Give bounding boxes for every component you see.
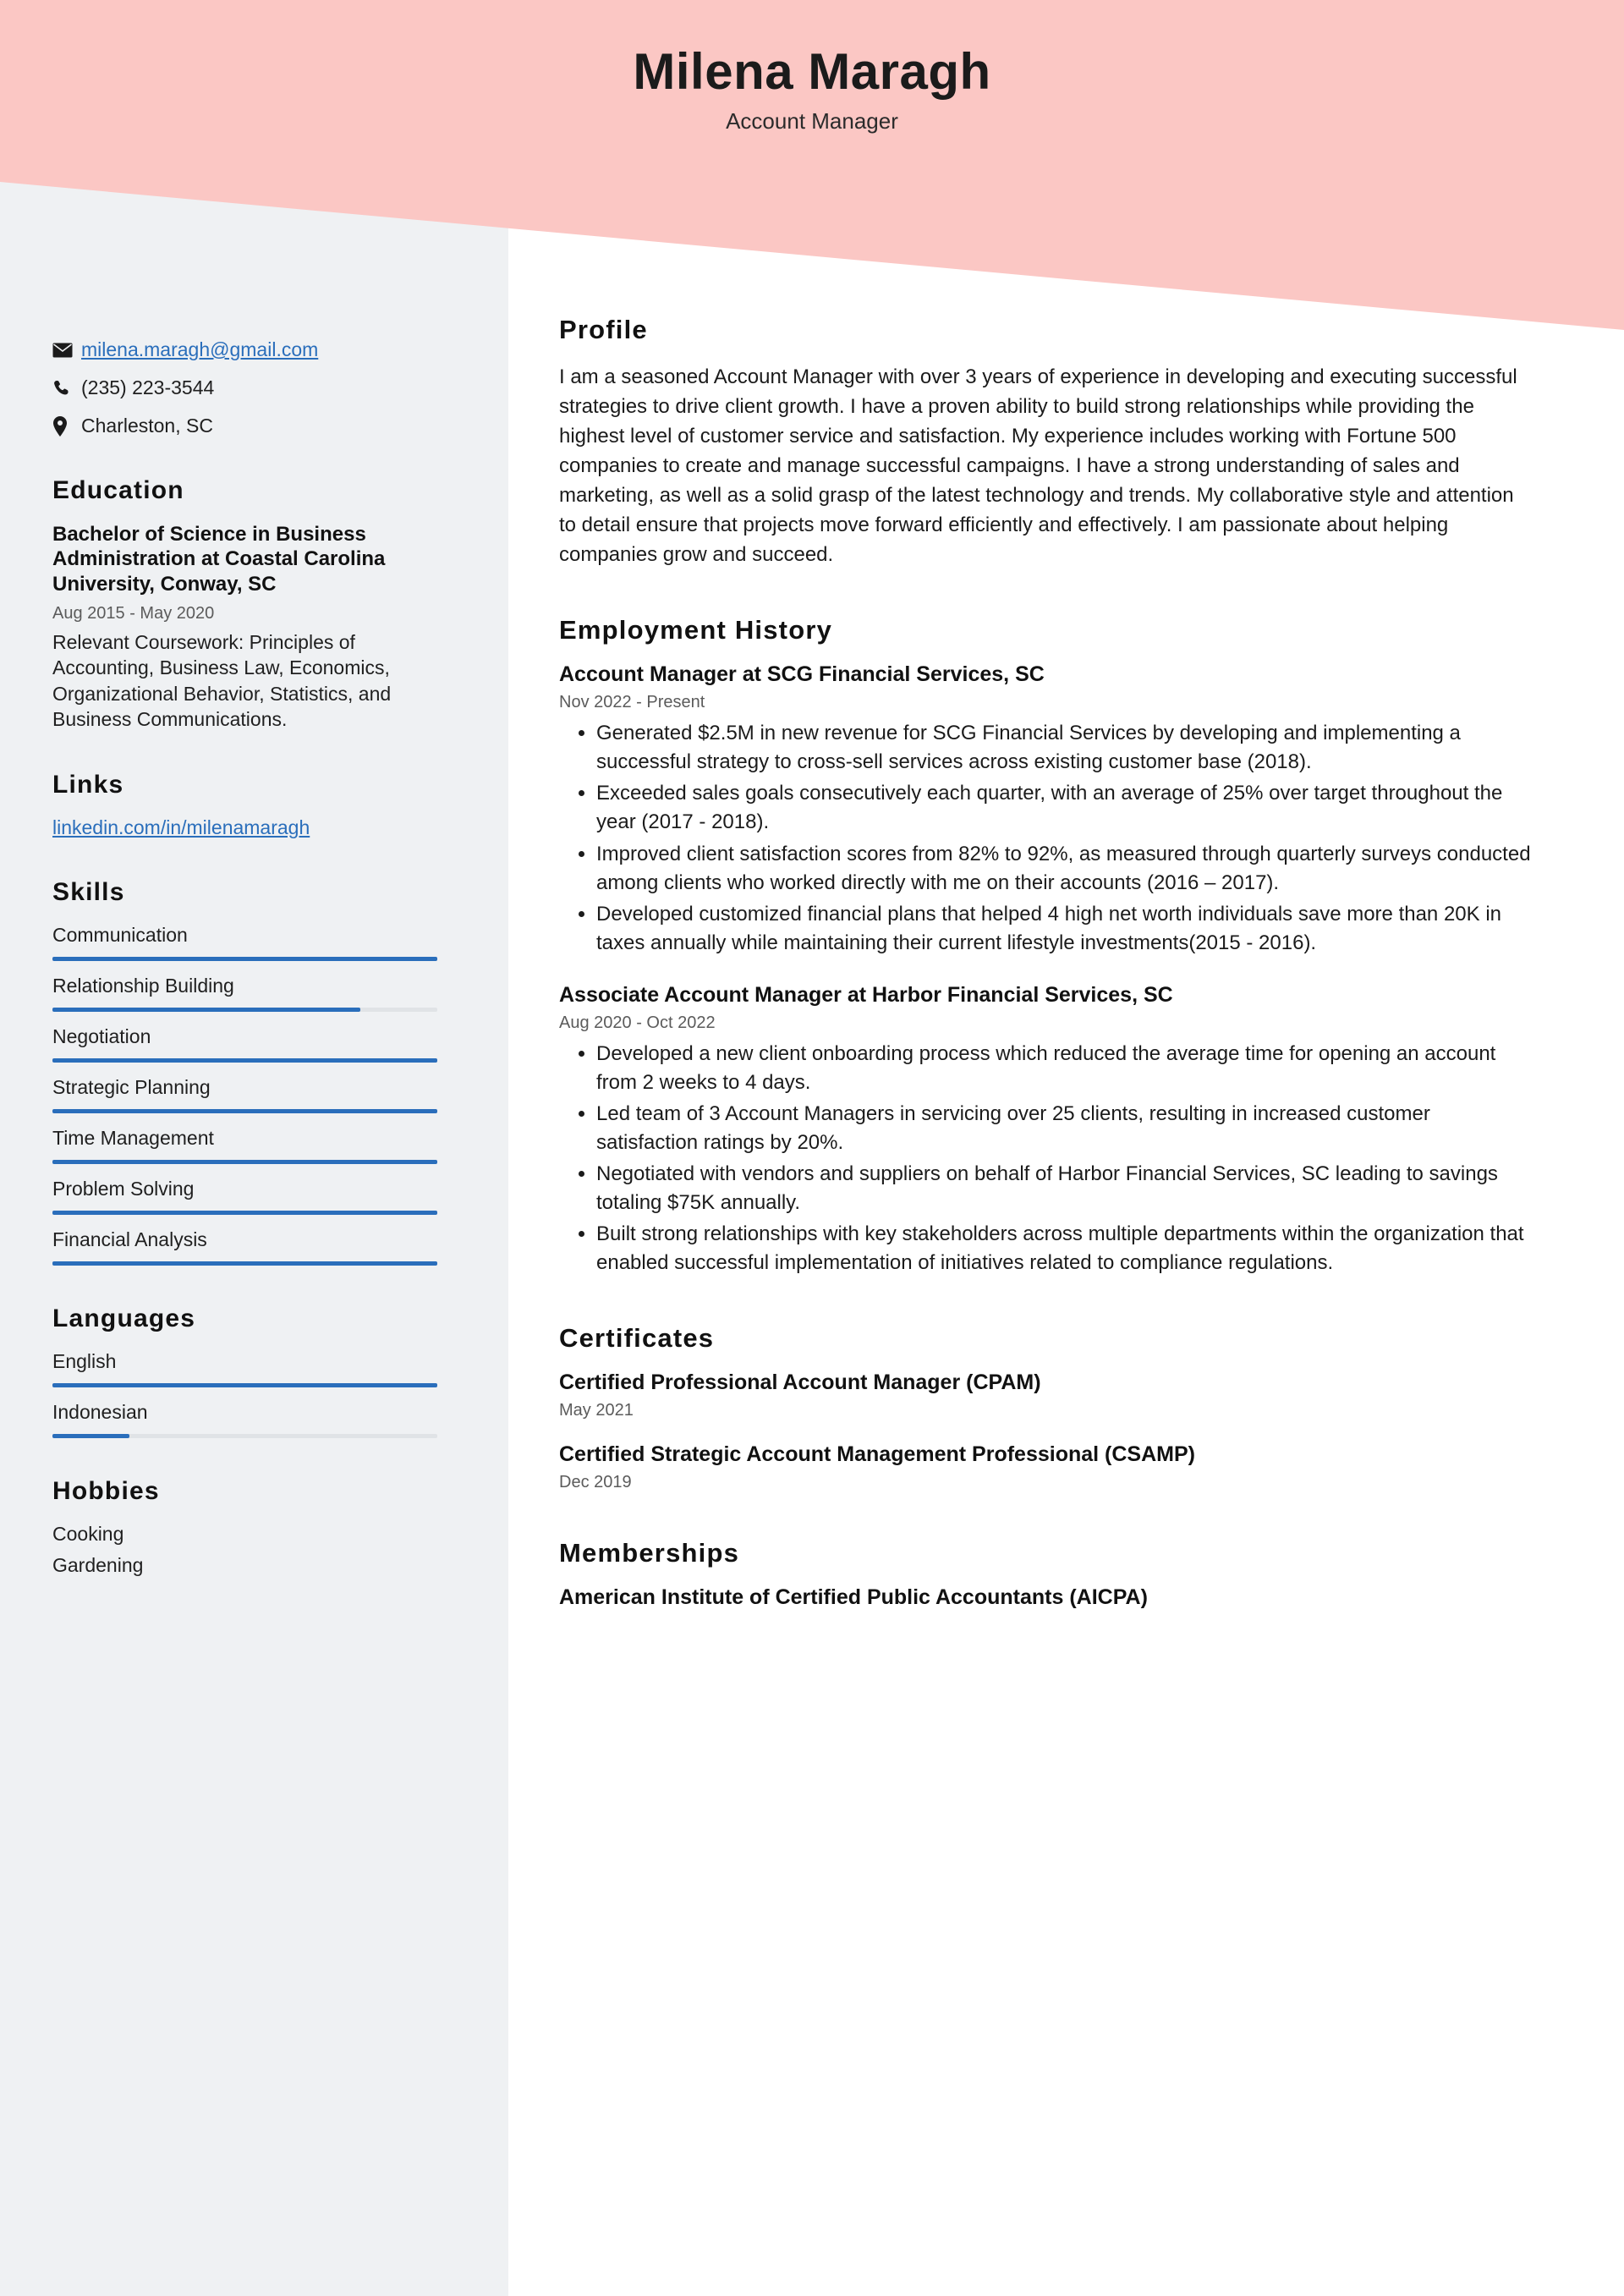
contact-phone-row: [52, 376, 456, 399]
job-bullet: • Improved client satisfaction scores from 82% to 92%, as measured through quarterly surveys conducted among clients who worked directly with me on their accounts (2016 – 2017).: [596, 840, 1531, 898]
sidebar: [0, 0, 508, 2296]
memberships-heading: Memberships: [559, 1538, 740, 1568]
language-bar-track: [52, 1383, 437, 1387]
hobby-item: Cooking: [52, 1523, 124, 1546]
skill-label: Problem Solving: [52, 1178, 195, 1200]
languages-heading: Languages: [52, 1305, 196, 1333]
certificate-title: Certified Professional Account Manager (CPAM): [559, 1370, 1041, 1395]
job-title: Account Manager at SCG Financial Services, SC: [559, 662, 1045, 687]
location-value: Charleston, SC: [81, 415, 213, 437]
job-bullets: [596, 719, 1531, 958]
skill-bar-fill: [52, 1261, 437, 1266]
skill-row: [52, 1076, 456, 1113]
hobby-item: Gardening: [52, 1554, 144, 1577]
header-text-block: [0, 44, 1624, 135]
job-title: Associate Account Manager at Harbor Financial Services, SC: [559, 982, 1173, 1007]
education-dates: Aug 2015 - May 2020: [52, 603, 215, 623]
job-bullet: • Exceeded sales goals consecutively each quarter, with an average of 25% over target throughout the year (2017 - 2018).: [596, 779, 1531, 837]
job-dates: Aug 2020 - Oct 2022: [559, 1013, 716, 1032]
education-description: Relevant Coursework: Principles of Accounting, Business Law, Economics, Organizational Behavior, Statistics, and Business Communications.: [52, 630, 392, 730]
skill-row: [52, 924, 456, 961]
skill-label: Relationship Building: [52, 975, 234, 997]
skill-row: [52, 1228, 456, 1266]
skill-bar-fill: [52, 1160, 437, 1164]
language-row: [52, 1350, 456, 1387]
job-bullet: • Developed customized financial plans that helped 4 high net worth individuals save more than 20K in taxes annually while maintaining their current lifestyle investments(2015 - 2016).: [596, 900, 1531, 958]
skill-row: [52, 975, 456, 1012]
skill-label: Financial Analysis: [52, 1228, 207, 1251]
job-bullet: • Negotiated with vendors and suppliers on behalf of Harbor Financial Services, SC leading to savings totaling $75K annually.: [596, 1160, 1531, 1217]
contact-email-row: [52, 338, 456, 361]
profile-heading: Profile: [559, 315, 648, 344]
skill-bar-track: [52, 1109, 437, 1113]
job-bullet: • Developed a new client onboarding process which reduced the average time for opening an account from 2 weeks to 4 days.: [596, 1040, 1531, 1097]
employment-section: [559, 615, 1531, 1277]
map-pin-icon: [52, 416, 81, 437]
membership-item: American Institute of Certified Public Accountants (AICPA): [559, 1585, 1148, 1610]
job-entry: [559, 983, 1531, 1278]
education-degree: Bachelor of Science in Business Administration at Coastal Carolina University, Conway, SC: [52, 523, 386, 596]
job-bullets: [596, 1040, 1531, 1278]
skill-label: Strategic Planning: [52, 1076, 211, 1099]
certificate-date: May 2021: [559, 1401, 634, 1420]
skill-row: [52, 1127, 456, 1164]
skill-label: Time Management: [52, 1127, 214, 1150]
phone-icon: [52, 379, 81, 398]
skill-bar-track: [52, 1160, 437, 1164]
education-heading: Education: [52, 476, 184, 504]
certificate-date: Dec 2019: [559, 1473, 632, 1492]
skill-bar-fill: [52, 1058, 437, 1063]
profile-text: I am a seasoned Account Manager with over 3 years of experience in developing and executing successful strategies to drive client growth. I have a proven ability to build strong relationships while providing the highest level of customer service and satisfaction. My experience includes working with Fortune 500 companies to create and manage successful campaigns. I have a strong understanding of sales and marketing, as well as a solid grasp of the latest technology and trends. My collaborative style and attention to detail ensure that projects move forward efficiently and effectively. I am passionate about helping companies grow and succeed.: [559, 365, 1517, 567]
skill-row: [52, 1025, 456, 1063]
skill-bar-track: [52, 957, 437, 961]
certificate-entry: [559, 1442, 1531, 1492]
language-row: [52, 1401, 456, 1438]
job-bullet: • Built strong relationships with key stakeholders across multiple departments within the organization that enabled successful implementation of initiatives related to compliance regulations.: [596, 1220, 1531, 1277]
skill-label: Communication: [52, 924, 188, 947]
language-label: Indonesian: [52, 1401, 148, 1424]
skill-bar-fill: [52, 1211, 437, 1215]
certificate-title: Certified Strategic Account Management Professional (CSAMP): [559, 1442, 1195, 1467]
language-label: English: [52, 1350, 117, 1373]
skill-bar-track: [52, 1008, 437, 1012]
skill-bar-track: [52, 1211, 437, 1215]
skill-bar-fill: [52, 1109, 437, 1113]
skill-label: Negotiation: [52, 1025, 151, 1048]
skill-bar-track: [52, 1261, 437, 1266]
job-bullet: • Led team of 3 Account Managers in servicing over 25 clients, resulting in increased customer satisfaction ratings by 20%.: [596, 1100, 1531, 1157]
page-title: Milena Maragh: [633, 43, 991, 100]
certificate-entry: [559, 1370, 1531, 1420]
contact-location-row: [52, 415, 456, 437]
employment-heading: Employment History: [559, 615, 833, 645]
skill-bar-track: [52, 1058, 437, 1063]
job-entry: [559, 662, 1531, 958]
certificates-heading: Certificates: [559, 1323, 715, 1354]
language-bar-fill: [52, 1383, 437, 1387]
envelope-icon: [52, 343, 81, 358]
skill-row: [52, 1178, 456, 1215]
phone-value: (235) 223-3544: [81, 376, 215, 398]
skills-heading: Skills: [52, 878, 125, 907]
language-bar-track: [52, 1434, 437, 1438]
job-title-subtitle: Account Manager: [726, 108, 898, 134]
link-item[interactable]: linkedin.com/in/milenamaragh: [52, 816, 310, 839]
email-link[interactable]: milena.maragh@gmail.com: [81, 338, 319, 360]
hobbies-heading: Hobbies: [52, 1477, 160, 1506]
links-heading: Links: [52, 771, 124, 799]
skill-bar-fill: [52, 957, 437, 961]
job-bullet: • Generated $2.5M in new revenue for SCG Financial Services by developing and implementing a successful strategy to cross-sell services across existing customer base (2018).: [596, 719, 1531, 777]
skill-bar-fill: [52, 1008, 360, 1012]
memberships-section: [559, 1538, 1531, 1610]
job-dates: Nov 2022 - Present: [559, 693, 705, 712]
profile-section: [559, 315, 1531, 569]
certificates-section: [559, 1323, 1531, 1492]
language-bar-fill: [52, 1434, 129, 1438]
